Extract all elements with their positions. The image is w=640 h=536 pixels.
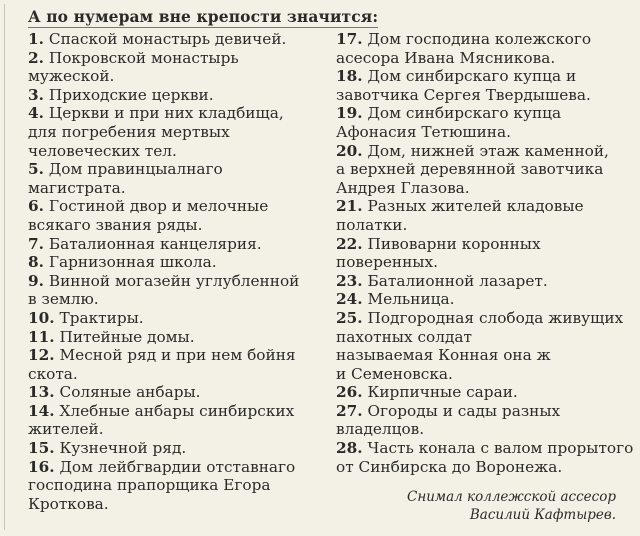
legend-entry-number: 17. bbox=[336, 30, 363, 48]
legend-entry-text: Винной могазейн углубленной bbox=[48, 271, 300, 290]
legend-entry-line bbox=[28, 495, 328, 514]
legend-entry-text: и Семеновска. bbox=[336, 364, 453, 383]
legend-entry-text: Спаской монастырь девичей. bbox=[48, 30, 287, 48]
legend-entry-line bbox=[28, 476, 328, 495]
legend-entry-text: Гостиной двор и мелочные bbox=[48, 197, 269, 216]
legend-entry-line bbox=[336, 67, 636, 86]
signature-line-1: Снимал коллежской ассесор bbox=[407, 489, 616, 505]
legend-entry-line bbox=[336, 216, 636, 235]
legend-entry-text: Кроткова. bbox=[28, 494, 109, 513]
legend-entry-text: асесора Ивана Мясникова. bbox=[336, 48, 556, 67]
legend-entry-line bbox=[28, 253, 328, 272]
legend-entry-text: всякаго звания ряды. bbox=[28, 215, 203, 234]
legend-entry-line bbox=[28, 49, 328, 68]
legend-entry-text: Хлебные анбары синбирских bbox=[59, 401, 295, 420]
legend-entry-line bbox=[28, 142, 328, 161]
legend-entry bbox=[336, 439, 636, 476]
legend-entry-number: 25. bbox=[336, 308, 363, 327]
legend-entry-text: Дом лейбгвардии отставнаго bbox=[59, 457, 296, 476]
legend-entry-number: 19. bbox=[336, 104, 363, 123]
legend-entry-line bbox=[28, 439, 328, 458]
legend-entry bbox=[336, 142, 636, 198]
legend-entry bbox=[336, 309, 636, 383]
legend-entry-text: Огороды и сады разных bbox=[367, 401, 561, 420]
left-column bbox=[28, 30, 328, 513]
legend-entry-line bbox=[336, 142, 636, 161]
legend-entry-number: 22. bbox=[336, 234, 363, 253]
legend-entry-number: 23. bbox=[336, 271, 363, 290]
legend-entry-text: Гарнизонная школа. bbox=[48, 253, 217, 272]
legend-entry bbox=[28, 86, 328, 105]
legend-entry-line bbox=[28, 420, 328, 439]
legend-entry-text: называемая Конная она ж bbox=[336, 346, 551, 365]
legend-entry-line bbox=[28, 197, 328, 216]
legend-entry bbox=[336, 402, 636, 439]
legend-entry-text: Трактиры. bbox=[59, 308, 144, 327]
legend-entry-line bbox=[336, 383, 636, 402]
legend-entry-text: Афонасия Тетюшина. bbox=[336, 122, 511, 141]
legend-entry bbox=[336, 104, 636, 141]
legend-entry bbox=[28, 383, 328, 402]
legend-entry-line bbox=[336, 402, 636, 421]
right-column bbox=[336, 30, 636, 476]
legend-entry-number: 27. bbox=[336, 401, 363, 420]
legend-entry bbox=[336, 197, 636, 234]
legend-entry-line bbox=[28, 309, 328, 328]
legend-entry-text: для погребения мертвых bbox=[28, 122, 230, 141]
legend-entry-line bbox=[336, 104, 636, 123]
legend-entry-text: поверенных. bbox=[336, 253, 438, 272]
legend-entry-line bbox=[28, 290, 328, 309]
legend-entry-text: жителей. bbox=[28, 420, 104, 439]
legend-entry bbox=[336, 235, 636, 272]
signature bbox=[407, 488, 616, 524]
legend-entry-text: полатки. bbox=[336, 215, 408, 234]
legend-entry-number: 2. bbox=[28, 48, 44, 67]
legend-entry-text: Кирпичные сараи. bbox=[367, 383, 518, 402]
legend-entry bbox=[28, 197, 328, 234]
legend-entry-number: 24. bbox=[336, 290, 363, 309]
legend-entry-line bbox=[28, 328, 328, 347]
legend-entry-text: Дом господина колежского bbox=[367, 30, 592, 48]
legend-entry-line bbox=[336, 309, 636, 328]
legend-entry-text: завотчика Сергея Твердышева. bbox=[336, 85, 591, 104]
legend-entry-line bbox=[28, 365, 328, 384]
legend-entry-text: скота. bbox=[28, 364, 78, 383]
legend-entry-number: 21. bbox=[336, 197, 363, 216]
legend-entry-line bbox=[336, 86, 636, 105]
legend-entry-number: 18. bbox=[336, 67, 363, 86]
legend-entry-text: господина прапорщика Егора bbox=[28, 476, 271, 495]
legend-entry-line bbox=[336, 290, 636, 309]
legend-entry bbox=[28, 253, 328, 272]
legend-entry-number: 6. bbox=[28, 197, 44, 216]
legend-entry-line bbox=[336, 346, 636, 365]
legend-entry-number: 10. bbox=[28, 308, 55, 327]
legend-entry-line bbox=[28, 458, 328, 477]
legend-entry-number: 13. bbox=[28, 383, 55, 402]
legend-entry-line bbox=[336, 49, 636, 68]
legend-entry-text: Месной ряд и при нем бойня bbox=[59, 346, 296, 365]
legend-entry bbox=[28, 49, 328, 86]
legend-entry bbox=[28, 402, 328, 439]
legend-entry-text: Разных жителей кладовые bbox=[367, 197, 584, 216]
legend-entry-number: 9. bbox=[28, 271, 44, 290]
legend-entry-text: Пивоварни коронных bbox=[367, 234, 541, 253]
legend-entry-line bbox=[336, 439, 636, 458]
legend-entry-number: 1. bbox=[28, 30, 44, 48]
legend-entry-line bbox=[336, 458, 636, 477]
legend-entry-number: 26. bbox=[336, 383, 363, 402]
legend-entry-number: 7. bbox=[28, 234, 44, 253]
legend-entry-line bbox=[336, 179, 636, 198]
legend-entry-text: владелцов. bbox=[336, 420, 425, 439]
legend-entry bbox=[28, 328, 328, 347]
legend-entry bbox=[28, 30, 328, 49]
legend-entry-text: Андрея Глазова. bbox=[336, 178, 470, 197]
legend-entry-text: магистрата. bbox=[28, 178, 126, 197]
legend-entry-text: Мельница. bbox=[367, 290, 455, 309]
legend-entry-text: Подгородная слобода живущих bbox=[367, 308, 624, 327]
legend-entry-text: Дом синбирскаго купца и bbox=[367, 67, 577, 86]
legend-entry-line bbox=[28, 179, 328, 198]
legend-entry-line bbox=[28, 402, 328, 421]
legend-entry-line bbox=[336, 160, 636, 179]
legend-entry-line bbox=[336, 365, 636, 384]
legend-entry-line bbox=[336, 420, 636, 439]
legend-entry bbox=[336, 290, 636, 309]
legend-entry-text: Баталионной лазарет. bbox=[367, 271, 548, 290]
legend-entry-line bbox=[28, 235, 328, 254]
legend-entry bbox=[28, 104, 328, 160]
legend-entry-line bbox=[28, 123, 328, 142]
legend-entry-line bbox=[28, 346, 328, 365]
legend-entry-line bbox=[336, 197, 636, 216]
legend-entry-text: Покровской монастырь bbox=[48, 48, 239, 67]
legend-entry-line bbox=[28, 160, 328, 179]
legend-entry-number: 14. bbox=[28, 401, 55, 420]
legend-entry-line bbox=[336, 30, 636, 49]
legend-entry-line bbox=[336, 123, 636, 142]
legend-entry-text: Питейные домы. bbox=[59, 327, 195, 346]
page-title: А по нумерам вне крепости значится: bbox=[28, 7, 379, 26]
legend-entry bbox=[336, 272, 636, 291]
legend-entry-line bbox=[28, 383, 328, 402]
legend-entry-text: пахотных солдат bbox=[336, 327, 472, 346]
legend-entry-number: 4. bbox=[28, 104, 44, 123]
legend-entry-line bbox=[336, 328, 636, 347]
legend-entry bbox=[28, 458, 328, 514]
legend-entry-line bbox=[28, 86, 328, 105]
legend-entry-text: Кузнечной ряд. bbox=[59, 439, 187, 458]
signature-line-2: Василий Кафтырев. bbox=[469, 507, 616, 523]
legend-entry-line bbox=[28, 216, 328, 235]
legend-entry-text: а верхней деревянной завотчика bbox=[336, 160, 604, 179]
legend-entry-text: Часть конала с валом прорытого bbox=[367, 439, 634, 458]
legend-entry bbox=[28, 439, 328, 458]
legend-entry-text: Приходские церкви. bbox=[48, 85, 214, 104]
legend-entry-number: 20. bbox=[336, 141, 363, 160]
legend-entry-text: мужеской. bbox=[28, 67, 115, 86]
legend-entry bbox=[28, 346, 328, 383]
legend-entry-number: 12. bbox=[28, 346, 55, 365]
legend-entry-line bbox=[28, 104, 328, 123]
legend-entry-text: Дом правинцыалнаго bbox=[48, 160, 223, 179]
legend-entry-number: 11. bbox=[28, 327, 55, 346]
legend-entry bbox=[28, 309, 328, 328]
legend-entry-line bbox=[28, 67, 328, 86]
legend-entry-text: от Синбирска до Воронежа. bbox=[336, 457, 563, 476]
legend-entry-text: в землю. bbox=[28, 290, 99, 309]
legend-entry-text: Церкви и при них кладбища, bbox=[48, 104, 284, 123]
legend-entry-number: 5. bbox=[28, 160, 44, 179]
legend-entry-line bbox=[336, 272, 636, 291]
legend-entry-line bbox=[28, 272, 328, 291]
legend-entry bbox=[336, 30, 636, 67]
legend-entry bbox=[336, 67, 636, 104]
legend-entry-text: Баталионная канцелярия. bbox=[48, 234, 262, 253]
legend-entry bbox=[28, 160, 328, 197]
legend-entry-number: 16. bbox=[28, 457, 55, 476]
legend-entry-number: 3. bbox=[28, 85, 44, 104]
legend-entry-number: 8. bbox=[28, 253, 44, 272]
legend-entry-text: Дом, нижней этаж каменной, bbox=[367, 141, 609, 160]
legend-entry-line bbox=[336, 235, 636, 254]
legend-entry-line bbox=[336, 253, 636, 272]
legend-entry bbox=[336, 383, 636, 402]
legend-entry bbox=[28, 272, 328, 309]
legend-entry bbox=[28, 235, 328, 254]
legend-entry-number: 15. bbox=[28, 439, 55, 458]
legend-entry-text: Дом синбирскаго купца bbox=[367, 104, 562, 123]
legend-entry-line bbox=[28, 30, 328, 49]
legend-entry-text: Соляные анбары. bbox=[59, 383, 201, 402]
legend-entry-text: человеческих тел. bbox=[28, 141, 177, 160]
legend-entry-number: 28. bbox=[336, 439, 363, 458]
